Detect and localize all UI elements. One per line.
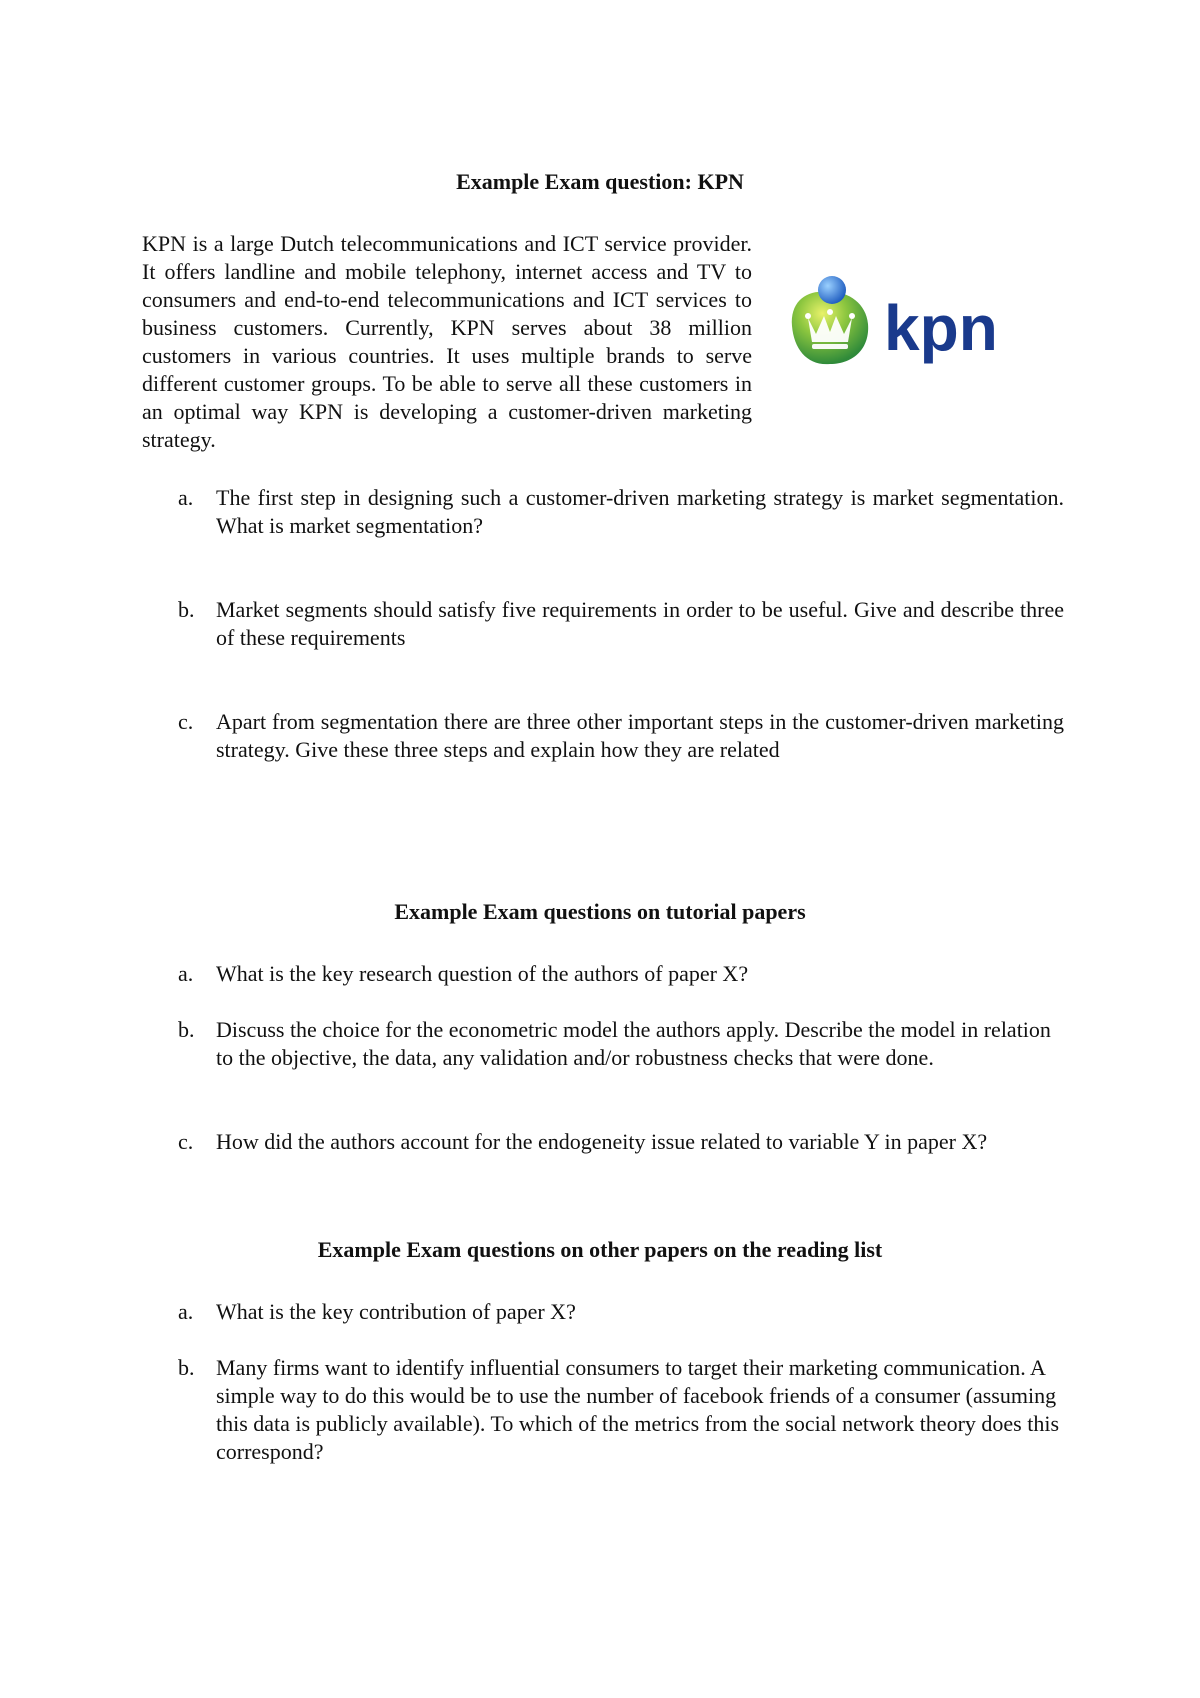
question-letter: a. bbox=[178, 1299, 194, 1324]
question-letter: b. bbox=[178, 597, 195, 622]
question-text: Discuss the choice for the econometric model the authors apply. Describe the model in relation to the objective, the data, any validation and/or robustness checks that were done. bbox=[216, 1017, 1051, 1070]
page-title: Example Exam question: KPN bbox=[456, 169, 744, 194]
question-text: Market segments should satisfy five requirements in order to be useful. Give and describe three of these requirements bbox=[216, 597, 1064, 650]
question-letter: a. bbox=[178, 485, 194, 510]
question-text: What is the key contribution of paper X? bbox=[216, 1299, 576, 1324]
intro-paragraph: KPN is a large Dutch telecommunications and ICT service provider. It offers landline and mobile telephony, internet access and TV to consumers and end-to-end telecommunications and ICT services to business customers. Currently, KPN serves about 38 million customers in various countries. It uses multiple brands to serve different customer groups. To be able to serve all these customers in an optimal way KPN is developing a customer-driven marketing strategy. bbox=[142, 231, 752, 452]
question-text: Apart from segmentation there are three other important steps in the customer-driven marketing strategy. Give these three steps and explain how they are related bbox=[216, 709, 1064, 762]
reading-list-heading: Example Exam questions on other papers on the reading list bbox=[317, 1237, 883, 1262]
question-letter: c. bbox=[178, 1129, 194, 1154]
question-letter: c. bbox=[178, 709, 194, 734]
kpn-crown-logo-icon bbox=[782, 268, 1022, 376]
kpn-wordmark: kpn bbox=[884, 292, 998, 364]
question-text: Many firms want to identify influential consumers to target their marketing communication. A simple way to do this would be to use the number of facebook friends of a consumer (assuming this data is publicly available). To which of the metrics from the social network theory does this correspond? bbox=[216, 1355, 1060, 1464]
kpn-logo bbox=[782, 268, 1022, 376]
question-letter: b. bbox=[178, 1355, 195, 1380]
tutorial-heading: Example Exam questions on tutorial papers bbox=[394, 899, 806, 924]
question-letter: b. bbox=[178, 1017, 195, 1042]
question-text: What is the key research question of the authors of paper X? bbox=[216, 961, 749, 986]
question-text: How did the authors account for the endogeneity issue related to variable Y in paper X? bbox=[216, 1129, 988, 1154]
question-text: The first step in designing such a customer-driven marketing strategy is market segmentation. What is market segmentation? bbox=[216, 485, 1064, 538]
question-letter: a. bbox=[178, 961, 194, 986]
